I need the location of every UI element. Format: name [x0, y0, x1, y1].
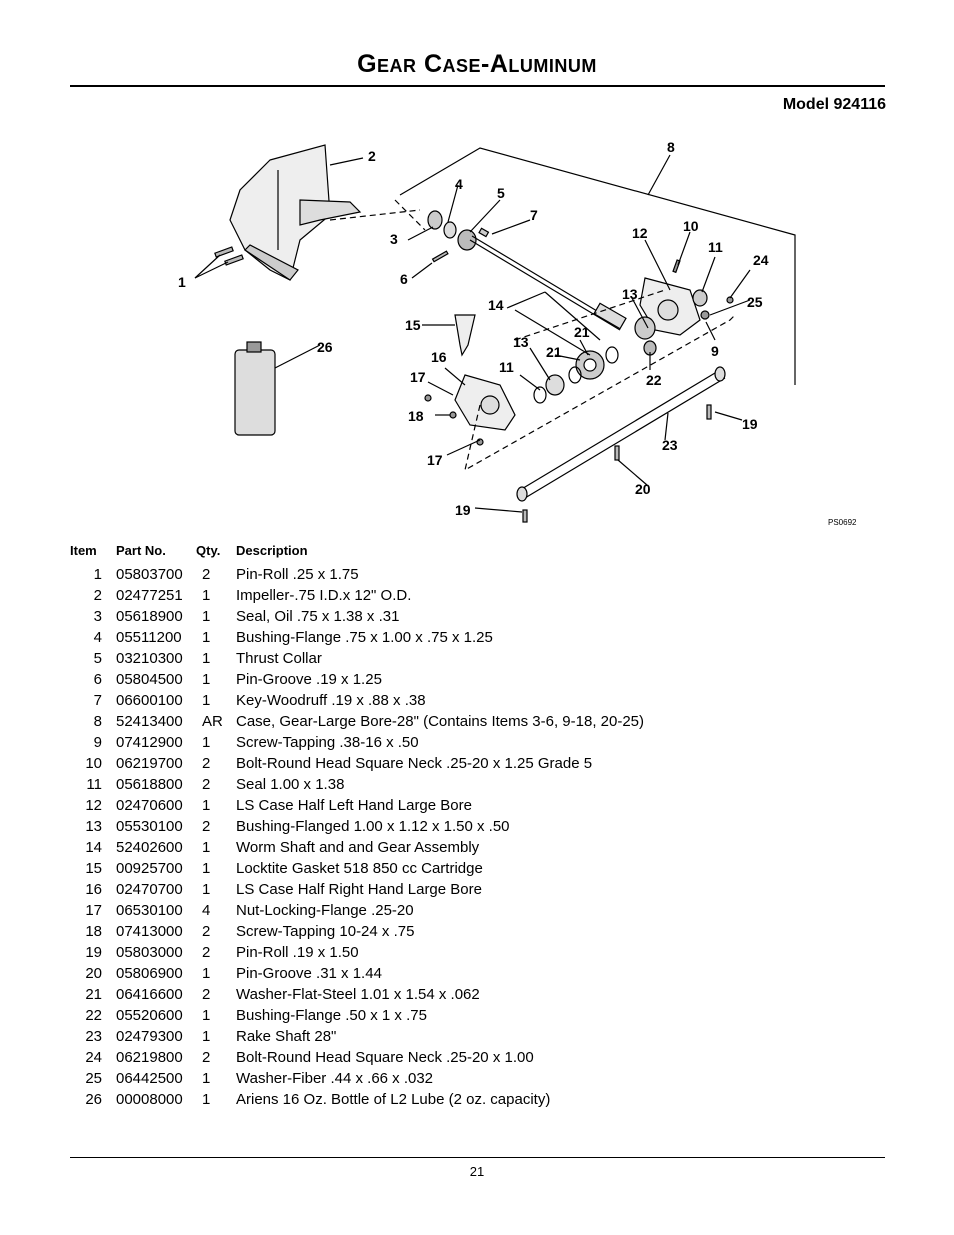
table-row — [70, 774, 644, 795]
table-row — [70, 669, 644, 690]
cell-item: 15 — [85, 860, 102, 877]
cell-part-no: 06219800 — [116, 1049, 183, 1066]
table-row — [70, 1026, 644, 1047]
callout-13a: 13 — [622, 286, 638, 302]
cell-part-no: 02470600 — [116, 797, 183, 814]
table-row — [70, 858, 644, 879]
cell-item: 16 — [85, 881, 102, 898]
table-row — [70, 963, 644, 984]
cell-description: Pin-Groove .19 x 1.25 — [236, 671, 382, 688]
table-row — [70, 984, 644, 1005]
cell-part-no: 00925700 — [116, 860, 183, 877]
table-row — [70, 1047, 644, 1068]
cell-item: 3 — [93, 608, 102, 625]
header-rule — [70, 85, 885, 87]
cell-description: Pin-Roll .25 x 1.75 — [236, 566, 359, 583]
cell-qty: 1 — [202, 692, 211, 709]
table-row — [70, 921, 644, 942]
cell-item: 13 — [85, 818, 102, 835]
callout-8: 8 — [667, 139, 675, 155]
cell-item: 1 — [93, 566, 102, 583]
cell-item: 26 — [85, 1091, 102, 1108]
callout-19b: 19 — [455, 502, 471, 518]
cell-qty: 1 — [202, 965, 211, 982]
callout-22: 22 — [646, 372, 662, 388]
callout-5: 5 — [497, 185, 505, 201]
cell-item: 7 — [93, 692, 102, 709]
table-row — [70, 1068, 644, 1089]
footer-rule — [70, 1157, 885, 1158]
cell-item: 2 — [93, 587, 102, 604]
table-row — [70, 816, 644, 837]
table-row — [70, 1089, 644, 1110]
cell-part-no: 06416600 — [116, 986, 183, 1003]
callout-1: 1 — [178, 274, 186, 290]
cell-part-no: 07412900 — [116, 734, 183, 751]
callout-2: 2 — [368, 148, 376, 164]
cell-qty: 1 — [202, 797, 211, 814]
cell-qty: 4 — [202, 902, 211, 919]
cell-part-no: 05803000 — [116, 944, 183, 961]
table-row — [70, 837, 644, 858]
cell-description: Seal, Oil .75 x 1.38 x .31 — [236, 608, 400, 625]
callout-16: 16 — [431, 349, 447, 365]
cell-qty: 1 — [202, 1028, 211, 1045]
cell-part-no: 02477251 — [116, 587, 183, 604]
table-row — [70, 732, 644, 753]
cell-part-no: 05806900 — [116, 965, 183, 982]
cell-part-no: 06442500 — [116, 1070, 183, 1087]
cell-item: 18 — [85, 923, 102, 940]
cell-description: Pin-Groove .31 x 1.44 — [236, 965, 382, 982]
cell-description: LS Case Half Right Hand Large Bore — [236, 881, 482, 898]
parts-table-body — [70, 564, 644, 1110]
cell-item: 6 — [93, 671, 102, 688]
callout-9: 9 — [711, 343, 719, 359]
cell-part-no: 06219700 — [116, 755, 183, 772]
cell-qty: 2 — [202, 566, 211, 583]
header-item: Item — [70, 542, 97, 558]
cell-description: Bolt-Round Head Square Neck .25-20 x 1.00 — [236, 1049, 534, 1066]
callout-7: 7 — [530, 207, 538, 223]
cell-description: Seal 1.00 x 1.38 — [236, 776, 345, 793]
callout-12: 12 — [632, 225, 648, 241]
cell-qty: 2 — [202, 755, 211, 772]
cell-description: Bushing-Flanged 1.00 x 1.12 x 1.50 x .50 — [236, 818, 510, 835]
cell-part-no: 02479300 — [116, 1028, 183, 1045]
cell-item: 23 — [85, 1028, 102, 1045]
cell-description: LS Case Half Left Hand Large Bore — [236, 797, 472, 814]
callout-17b: 17 — [427, 452, 443, 468]
table-row — [70, 942, 644, 963]
cell-item: 25 — [85, 1070, 102, 1087]
callout-26: 26 — [317, 339, 333, 355]
cell-item: 9 — [93, 734, 102, 751]
cell-qty: AR — [202, 713, 223, 730]
cell-qty: 2 — [202, 923, 211, 940]
cell-qty: 1 — [202, 608, 211, 625]
cell-item: 5 — [93, 650, 102, 667]
cell-item: 14 — [85, 839, 102, 856]
cell-part-no: 52413400 — [116, 713, 183, 730]
cell-part-no: 07413000 — [116, 923, 183, 940]
callout-21b: 21 — [546, 344, 562, 360]
table-row — [70, 648, 644, 669]
cell-part-no: 03210300 — [116, 650, 183, 667]
table-row — [70, 690, 644, 711]
cell-qty: 2 — [202, 1049, 211, 1066]
callout-17a: 17 — [410, 369, 426, 385]
callout-13b: 13 — [513, 334, 529, 350]
table-row — [70, 795, 644, 816]
model-number: Model 924116 — [782, 96, 886, 113]
cell-description: Worm Shaft and and Gear Assembly — [236, 839, 480, 856]
cell-item: 22 — [85, 1007, 102, 1024]
cell-description: Rake Shaft 28" — [236, 1028, 337, 1045]
page-title: Gear Case-Aluminum — [357, 50, 597, 78]
cell-item: 10 — [85, 755, 102, 772]
table-row — [70, 585, 644, 606]
cell-description: Key-Woodruff .19 x .88 x .38 — [236, 692, 426, 709]
cell-qty: 1 — [202, 860, 211, 877]
cell-description: Pin-Roll .19 x 1.50 — [236, 944, 359, 961]
parts-table — [70, 542, 644, 1110]
table-row — [70, 627, 644, 648]
cell-description: Locktite Gasket 518 850 cc Cartridge — [236, 860, 483, 877]
cell-item: 4 — [93, 629, 102, 646]
callout-3: 3 — [390, 231, 398, 247]
callout-21a: 21 — [574, 324, 590, 340]
cell-qty: 2 — [202, 986, 211, 1003]
callout-15: 15 — [405, 317, 421, 333]
cell-qty: 2 — [202, 818, 211, 835]
callout-23: 23 — [662, 437, 678, 453]
cell-description: Bushing-Flange .75 x 1.00 x .75 x 1.25 — [236, 629, 493, 646]
table-row — [70, 606, 644, 627]
cell-part-no: 06530100 — [116, 902, 183, 919]
cell-qty: 1 — [202, 839, 211, 856]
cell-description: Nut-Locking-Flange .25-20 — [236, 902, 414, 919]
cell-item: 24 — [85, 1049, 102, 1066]
cell-part-no: 05618800 — [116, 776, 183, 793]
cell-qty: 1 — [202, 629, 211, 646]
cell-part-no: 05530100 — [116, 818, 183, 835]
cell-item: 12 — [85, 797, 102, 814]
cell-part-no: 05520600 — [116, 1007, 183, 1024]
cell-part-no: 05618900 — [116, 608, 183, 625]
table-row — [70, 1005, 644, 1026]
callout-10: 10 — [683, 218, 699, 234]
cell-item: 17 — [85, 902, 102, 919]
cell-part-no: 05804500 — [116, 671, 183, 688]
cell-description: Bushing-Flange .50 x 1 x .75 — [236, 1007, 427, 1024]
cell-description: Thrust Collar — [236, 650, 322, 667]
lube-bottle-drawing — [235, 350, 275, 435]
callout-4: 4 — [455, 176, 463, 192]
cell-qty: 1 — [202, 881, 211, 898]
cell-qty: 2 — [202, 944, 211, 961]
callout-6: 6 — [400, 271, 408, 287]
cell-part-no: 05511200 — [116, 629, 182, 646]
cell-item: 20 — [85, 965, 102, 982]
callout-18: 18 — [408, 408, 424, 424]
cell-qty: 1 — [202, 1091, 211, 1108]
table-row — [70, 564, 644, 585]
cell-item: 11 — [86, 776, 102, 793]
table-row — [70, 879, 644, 900]
callout-11b: 11 — [499, 359, 514, 375]
callout-19a: 19 — [742, 416, 758, 432]
cell-qty: 1 — [202, 734, 211, 751]
exploded-parts-diagram — [150, 130, 870, 530]
cell-description: Impeller-.75 I.D.x 12" O.D. — [236, 587, 412, 604]
cell-part-no: 06600100 — [116, 692, 183, 709]
cell-item: 21 — [85, 986, 102, 1003]
cell-item: 19 — [85, 944, 102, 961]
cell-qty: 2 — [202, 776, 211, 793]
cell-qty: 1 — [202, 671, 211, 688]
cell-part-no: 00008000 — [116, 1091, 183, 1108]
cell-qty: 1 — [202, 587, 211, 604]
cell-description: Washer-Fiber .44 x .66 x .032 — [236, 1070, 434, 1087]
parts-table-header — [70, 542, 644, 564]
callout-24: 24 — [753, 252, 769, 268]
cell-item: 8 — [93, 713, 102, 730]
callout-14: 14 — [488, 297, 504, 313]
table-row — [70, 753, 644, 774]
cell-description: Bolt-Round Head Square Neck .25-20 x 1.25 Grade 5 — [236, 755, 593, 772]
header-part-no: Part No. — [116, 542, 166, 558]
cell-part-no: 02470700 — [116, 881, 183, 898]
cell-description: Screw-Tapping 10-24 x .75 — [236, 923, 415, 940]
callout-11: 11 — [708, 239, 723, 255]
header-qty: Qty. — [196, 542, 221, 558]
page-number: 21 — [469, 1164, 485, 1179]
cell-qty: 1 — [202, 1007, 211, 1024]
figure-code: PS0692 — [828, 518, 857, 527]
cell-qty: 1 — [202, 650, 211, 667]
cell-part-no: 52402600 — [116, 839, 183, 856]
table-row — [70, 711, 644, 732]
cell-description: Screw-Tapping .38-16 x .50 — [236, 734, 419, 751]
table-row — [70, 900, 644, 921]
callout-20: 20 — [635, 481, 651, 497]
cell-qty: 1 — [202, 1070, 211, 1087]
header-description: Description — [236, 542, 308, 558]
cell-description: Washer-Flat-Steel 1.01 x 1.54 x .062 — [236, 986, 480, 1003]
cell-description: Ariens 16 Oz. Bottle of L2 Lube (2 oz. capacity) — [236, 1091, 551, 1108]
cell-part-no: 05803700 — [116, 566, 183, 583]
cell-description: Case, Gear-Large Bore-28" (Contains Items 3-6, 9-18, 20-25) — [236, 713, 645, 730]
callout-25: 25 — [747, 294, 763, 310]
